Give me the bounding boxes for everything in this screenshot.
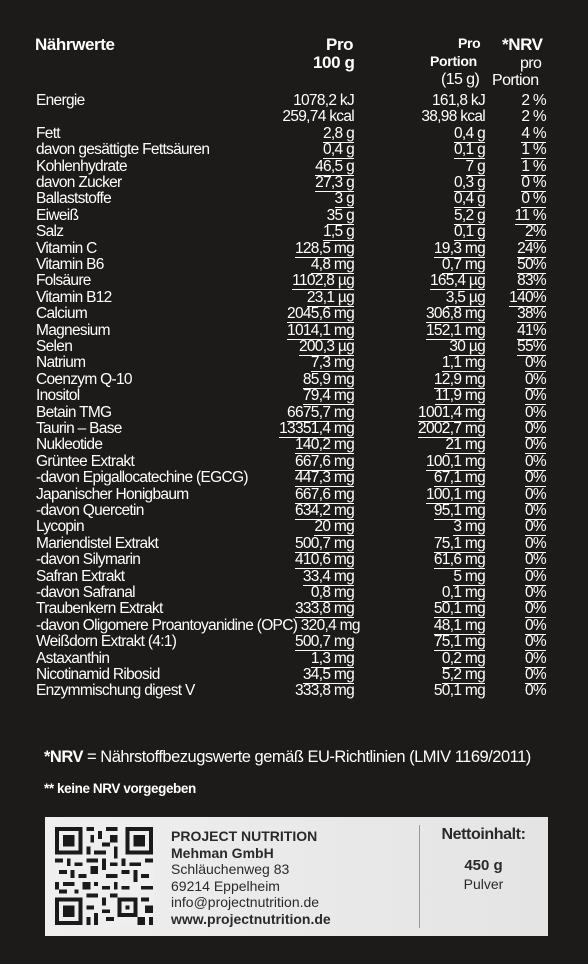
nutrient-name: Vitamin B6	[36, 256, 104, 273]
value-per-100g: 447,3 mg	[294, 469, 354, 487]
nrv-percent: 0%	[524, 584, 546, 601]
table-row	[0, 436, 588, 453]
value-per-100g: 6675,7 mg	[287, 403, 354, 421]
value-per-100g: 79,4 mg	[302, 387, 354, 405]
value-per-portion: 0,7 mg	[441, 256, 485, 273]
header-nrv-line3: Portion	[492, 72, 539, 89]
table-row	[0, 633, 588, 650]
table-row	[0, 650, 588, 667]
value-per-portion: 7 g	[465, 157, 485, 175]
table-row	[0, 420, 588, 437]
value-per-100g: 500,7 mg	[294, 633, 354, 651]
value-per-100g: 0,8 mg	[310, 584, 354, 601]
table-row	[0, 305, 588, 322]
table-row	[0, 584, 588, 601]
nutrient-name: Ballaststoffe	[36, 190, 112, 208]
nrv-percent: 55%	[517, 338, 546, 355]
nrv-percent: 0%	[524, 633, 546, 651]
table-row	[0, 338, 588, 355]
header-pro-100-line1: Pro	[326, 35, 354, 54]
table-row	[0, 272, 588, 289]
value-per-portion: 67,1 mg	[433, 469, 485, 487]
nrv-percent: 4 %	[521, 124, 546, 142]
net-content-value: 450 g	[464, 857, 503, 874]
table-row	[0, 207, 588, 224]
nrv-percent: 24%	[517, 239, 546, 257]
value-per-portion: 48,1 mg	[433, 616, 485, 634]
header-portion-line3: (15 g)	[441, 71, 480, 88]
value-per-100g: 259,74 kcal	[282, 108, 354, 126]
nutrient-name: Weißdorn Extrakt (4:1)	[36, 633, 177, 651]
table-row	[0, 617, 588, 634]
no-nrv-footnote: ** keine NRV vorgegeben	[44, 781, 196, 796]
nutrient-name: Coenzym Q-10	[36, 370, 132, 388]
nrv-percent: 0%	[524, 387, 546, 405]
value-per-100g: 333,8 mg	[294, 682, 354, 700]
nutrient-name: Fett	[36, 124, 60, 142]
nrv-percent: 0 %	[521, 174, 546, 191]
nrv-percent: 38%	[517, 305, 546, 323]
value-per-portion: 19,3 mg	[433, 239, 485, 257]
table-row	[0, 535, 588, 552]
table-row	[0, 518, 588, 535]
table-row	[0, 486, 588, 503]
value-per-100g: 410,6 mg	[294, 551, 354, 569]
value-per-100g: 85,9 mg	[302, 370, 354, 388]
nutrient-name: Japanischer Honigbaum	[36, 485, 189, 503]
nutrient-name: -davon Quercetin	[36, 502, 144, 519]
table-row	[0, 354, 588, 371]
net-content-label: Nettoinhalt:	[441, 826, 526, 843]
nrv-percent: 41%	[517, 321, 546, 339]
nrv-percent: 0%	[524, 502, 546, 519]
value-per-portion: 0,3 g	[454, 174, 485, 191]
nutrient-name: Natrium	[36, 354, 86, 372]
value-per-portion: 0,1 mg	[441, 584, 485, 601]
nrv-percent: 0%	[524, 649, 546, 667]
value-per-100g: 200,3 µg	[298, 338, 354, 355]
value-per-portion: 0,4 g	[454, 190, 485, 208]
nutrient-name: Taurin – Base	[36, 420, 122, 437]
value-per-portion: 61,6 mg	[433, 551, 485, 569]
value-per-portion: 3 mg	[453, 518, 485, 536]
table-row	[0, 600, 588, 617]
value-per-portion: 100,1 mg	[425, 485, 485, 503]
nutrient-name: Magnesium	[36, 321, 110, 339]
value-per-portion: 0,4 g	[454, 124, 485, 142]
value-per-portion: 100,1 mg	[425, 452, 485, 470]
company-owner: Mehman GmbH	[171, 844, 274, 861]
nrv-percent: 1 %	[521, 157, 546, 175]
nrv-percent: 2 %	[521, 92, 546, 109]
nrv-percent: 2 %	[521, 108, 546, 126]
value-per-100g: 667,6 mg	[294, 452, 354, 470]
value-per-portion: 3,5 µg	[445, 288, 485, 306]
value-per-portion: 75,1 mg	[433, 633, 485, 651]
value-per-100g: 20 mg	[314, 518, 354, 536]
value-per-portion: 12,9 mg	[433, 370, 485, 388]
nutrient-name: Grüntee Extrakt	[36, 452, 135, 470]
nutrient-name: Safran Extrakt	[36, 567, 125, 585]
nutrient-name: Enzymmischung digest V	[36, 682, 195, 700]
table-row	[0, 108, 588, 125]
value-per-100g: 667,6 mg	[294, 485, 354, 503]
value-per-portion: 152,1 mg	[425, 321, 485, 339]
nrv-percent: 0%	[524, 616, 546, 634]
nrv-percent: 0%	[524, 403, 546, 421]
table-row	[0, 666, 588, 683]
nrv-percent: 0%	[524, 518, 546, 536]
value-per-100g: 333,8 mg	[294, 600, 354, 618]
value-per-portion: 5,2 g	[454, 206, 485, 224]
nutrient-name: Kohlenhydrate	[36, 157, 127, 175]
nutrient-name: Energie	[36, 92, 85, 109]
value-per-portion: 0,1 g	[454, 141, 485, 159]
nrv-percent: 140%	[509, 288, 546, 306]
table-row	[0, 141, 588, 158]
value-per-portion: 50,1 mg	[433, 600, 485, 618]
table-row	[0, 158, 588, 175]
header-portion-line2: Portion	[430, 53, 477, 69]
header-naehrwerte: Nährwerte	[35, 35, 115, 54]
value-per-100g: 7,3 mg	[310, 354, 354, 372]
nrv-percent: 83%	[517, 272, 546, 290]
value-per-portion: 11,9 mg	[435, 387, 485, 405]
nutrient-name: Astaxanthin	[36, 649, 110, 667]
nrv-percent: 0%	[524, 485, 546, 503]
table-row	[0, 92, 588, 109]
value-per-100g: 3 g	[334, 190, 354, 208]
nrv-percent: 0%	[524, 551, 546, 569]
nutrient-name: davon Zucker	[36, 174, 122, 191]
qr-code-icon	[55, 827, 153, 925]
company-card	[45, 817, 548, 936]
table-row	[0, 404, 588, 421]
value-per-100g: 128,5 mg	[294, 239, 354, 257]
nutrient-name: Inositol	[36, 387, 80, 405]
table-row	[0, 371, 588, 388]
nutrient-name: Eiweiß	[36, 206, 79, 224]
value-per-portion: 30 µg	[449, 338, 485, 355]
header-pro-100-line2: 100 g	[313, 53, 355, 72]
nrv-percent: 50%	[517, 256, 546, 273]
table-row	[0, 502, 588, 519]
header-nrv-line2: pro	[520, 55, 542, 72]
nrv-percent: 0%	[524, 666, 546, 683]
value-per-portion: 306,8 mg	[425, 305, 485, 323]
company-website: www.projectnutrition.de	[171, 910, 331, 927]
nrv-footnote-text: = Nährstoffbezugswerte gemäß EU-Richtlinien (LMIV 1169/2011)	[82, 748, 531, 766]
nutrient-name: Betain TMG	[36, 403, 112, 421]
value-per-portion: 95,1 mg	[433, 502, 485, 519]
company-address	[171, 828, 331, 927]
nutrient-name: Selen	[36, 338, 73, 355]
nutrient-name: Folsäure	[36, 272, 91, 290]
table-row	[0, 322, 588, 339]
value-per-portion: 0,2 mg	[441, 649, 485, 667]
company-email: info@projectnutrition.de	[171, 894, 320, 910]
company-name: PROJECT NUTRITION	[171, 828, 318, 844]
table-row	[0, 453, 588, 470]
nrv-percent: 0%	[524, 370, 546, 388]
nrv-percent: 0%	[524, 354, 546, 372]
value-per-100g: 1,3 mg	[310, 649, 354, 667]
value-per-100g: 0,4 g	[323, 141, 354, 159]
nrv-percent: 1 %	[521, 141, 546, 159]
value-per-100g: 140,2 mg	[294, 436, 354, 454]
value-per-portion: 2002,7 mg	[418, 420, 485, 437]
table-row	[0, 174, 588, 191]
value-per-portion: 75,1 mg	[433, 534, 485, 552]
table-row	[0, 469, 588, 486]
table-row	[0, 240, 588, 257]
nutrient-name: -davon Safranal	[36, 584, 135, 601]
nrv-percent: 0%	[524, 600, 546, 618]
value-per-portion: 165,4 µg	[429, 272, 485, 290]
value-per-portion: 1,1 mg	[441, 354, 485, 372]
value-per-100g: 4,8 mg	[310, 256, 354, 273]
value-per-100g: 1014,1 mg	[287, 321, 354, 339]
table-row	[0, 256, 588, 273]
value-per-100g: 1,5 g	[323, 223, 354, 241]
table-row	[0, 551, 588, 568]
value-per-100g: 1078,2 kJ	[293, 92, 354, 109]
nutrient-name: Vitamin B12	[36, 288, 112, 306]
card-divider	[419, 825, 420, 928]
table-row	[0, 387, 588, 404]
value-per-portion: 5,2 mg	[441, 666, 485, 683]
value-per-100g: 2,8 g	[323, 124, 354, 142]
value-per-portion: 21 mg	[445, 436, 485, 454]
nrv-percent: 0%	[524, 534, 546, 552]
table-row	[0, 190, 588, 207]
table-row	[0, 568, 588, 585]
value-per-100g: 500,7 mg	[294, 534, 354, 552]
value-per-100g: 1102,8 µg	[292, 272, 354, 290]
value-per-portion: 5 mg	[453, 567, 485, 585]
nrv-footnote	[44, 748, 544, 767]
header-portion-line1: Pro	[458, 35, 481, 51]
nrv-percent: 0%	[524, 420, 546, 437]
nutrient-name: Lycopin	[36, 518, 84, 536]
nutrient-name: -davon Oligomere Proantoyanidine (OPC) 320,4 mg	[36, 616, 360, 634]
value-per-portion: 161,8 kJ	[432, 92, 485, 109]
value-per-100g: 33,4 mg	[302, 567, 354, 585]
net-content-unit: Pulver	[463, 876, 504, 892]
table-row	[0, 289, 588, 306]
nutrient-name: -davon Silymarin	[36, 551, 141, 569]
nrv-percent: 0%	[524, 452, 546, 470]
nrv-percent: 0%	[524, 567, 546, 585]
nrv-percent: 0 %	[521, 190, 546, 208]
nutrient-name: -davon Epigallocatechine (EGCG)	[36, 469, 248, 487]
value-per-portion: 50,1 mg	[433, 682, 485, 700]
nutrient-name: Calcium	[36, 305, 88, 323]
value-per-100g: 634,2 mg	[294, 502, 354, 519]
value-per-portion: 1001,4 mg	[418, 403, 485, 421]
nutrient-name: Salz	[36, 223, 64, 241]
nrv-percent: 11 %	[514, 206, 546, 224]
nutrient-name: davon gesättigte Fettsäuren	[36, 141, 210, 159]
header-nrv-line1: *NRV	[502, 35, 543, 54]
company-city: 69214 Eppelheim	[171, 877, 280, 894]
nutrient-name: Traubenkern Extrakt	[36, 600, 163, 618]
nutrient-name: Nicotinamid Ribosid	[36, 666, 160, 683]
table-row	[0, 125, 588, 142]
value-per-100g: 46,5 g	[315, 157, 354, 175]
nrv-percent: 0%	[524, 469, 546, 487]
value-per-100g: 2045,6 mg	[287, 305, 354, 323]
nutrient-name: Mariendistel Extrakt	[36, 534, 159, 552]
value-per-100g: 35 g	[326, 206, 354, 224]
value-per-100g: 27,3 g	[315, 174, 354, 191]
nrv-percent: 2%	[524, 223, 546, 241]
value-per-portion: 38,98 kcal	[421, 108, 485, 126]
nutrient-name: Nukleotide	[36, 436, 103, 454]
nrv-percent: 0%	[524, 682, 546, 700]
value-per-100g: 13351,4 mg	[279, 420, 354, 437]
table-row	[0, 682, 588, 699]
nrv-footnote-key: *NRV	[44, 748, 83, 766]
value-per-100g: 34,5 mg	[302, 666, 354, 683]
table-row	[0, 223, 588, 240]
company-street: Schläuchenweg 83	[171, 861, 290, 877]
nutrient-name: Vitamin C	[36, 239, 97, 257]
value-per-portion: 0,1 g	[454, 223, 485, 241]
value-per-100g: 23,1 µg	[306, 288, 354, 306]
nrv-percent: 0%	[524, 436, 546, 454]
